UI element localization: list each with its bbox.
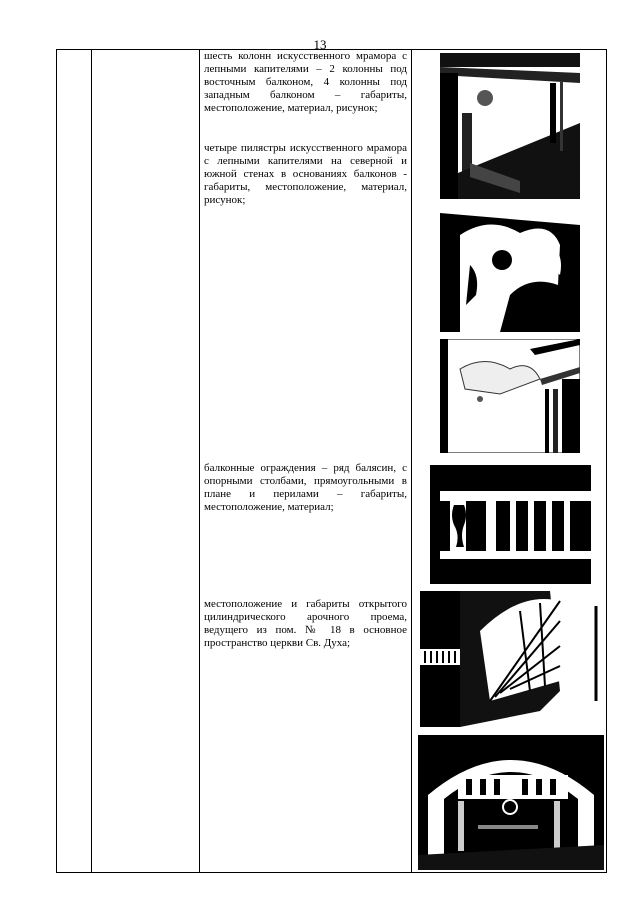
paragraph-columns: шесть колонн искусственного мрамора с лепными капителями – 2 колонны под восточным балконом, 4 колонны под западным балконом – габариты, местоположение, материал, рисунок; xyxy=(204,50,407,114)
paragraph-pilasters: четыре пилястры искусственного мрамора с лепными капителями на северной и южной стенах в основаниях балконов - габариты, местоположение, материал, рисунок; xyxy=(204,142,407,206)
document-table xyxy=(56,49,607,873)
paragraph-arch-opening: местоположение и габариты открытого цилиндрического арочного проема, ведущего из пом. № 18 в основное пространство церкви Св. Духа; xyxy=(204,598,407,649)
column-divider xyxy=(199,50,200,872)
photo-column-capital xyxy=(440,53,580,199)
paragraph-balcony-railings: балконные ограждения – ряд балясин, с опорными столбами, прямоугольными в плане и перилами – габариты, местоположение, материал; xyxy=(204,462,407,513)
column-divider xyxy=(91,50,92,872)
photo-capital-detail xyxy=(440,205,580,332)
page-number: 13 xyxy=(313,37,327,52)
column-divider xyxy=(411,50,412,872)
photo-arch-interior xyxy=(418,735,604,870)
photo-arch-opening xyxy=(420,591,601,727)
photo-pilaster xyxy=(440,339,580,453)
photo-balustrade xyxy=(430,465,591,584)
